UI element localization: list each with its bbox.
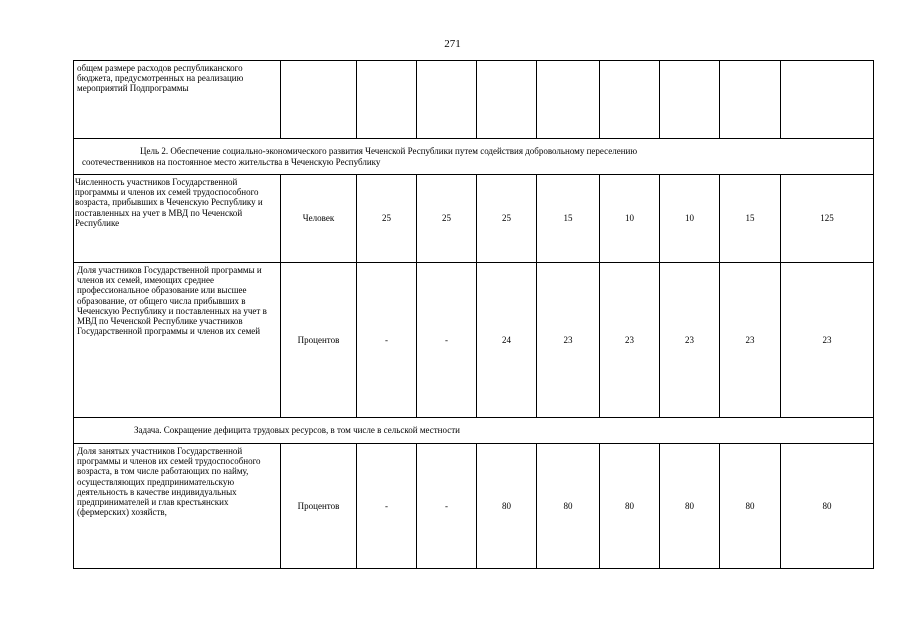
value-cell: 15 xyxy=(720,175,781,263)
indicator-description: Доля занятых участников Государственной программы и членов их семей трудоспособного возраста, в том числе работающих по найму, осуществляющих предпринимательскую деятельность в качестве индивидуальных предпринимателей и глав крестьянских (фермерских) хозяйств, xyxy=(74,444,281,569)
value-cell: - xyxy=(417,444,477,569)
value-cell: 10 xyxy=(600,175,660,263)
value-cell xyxy=(477,61,537,139)
value-cell: 80 xyxy=(537,444,600,569)
section-heading-line: Цель 2. Обеспечение социально-экономического развития Чеченской Республики путем содействия добровольному переселению xyxy=(140,146,638,157)
section-row xyxy=(74,418,874,444)
unit-cell: Процентов xyxy=(281,263,357,418)
value-cell: 25 xyxy=(477,175,537,263)
section-heading-line: Задача. Сокращение дефицита трудовых ресурсов, в том числе в сельской местности xyxy=(134,425,460,436)
value-cell xyxy=(660,61,720,139)
value-cell: 80 xyxy=(600,444,660,569)
page-number: 271 xyxy=(444,38,461,50)
indicator-description: общем размере расходов республиканского бюджета, предусмотренных на реализацию мероприятий Подпрограммы xyxy=(74,61,281,139)
value-cell: - xyxy=(357,444,417,569)
value-cell: 23 xyxy=(660,263,720,418)
value-cell xyxy=(720,61,781,139)
value-cell: 80 xyxy=(781,444,874,569)
value-cell: 23 xyxy=(720,263,781,418)
value-cell xyxy=(781,61,874,139)
value-cell xyxy=(600,61,660,139)
value-cell: 25 xyxy=(417,175,477,263)
unit-cell xyxy=(281,61,357,139)
value-cell: 24 xyxy=(477,263,537,418)
table-row xyxy=(74,263,874,418)
value-cell xyxy=(537,61,600,139)
table-row xyxy=(74,61,874,139)
value-cell: 15 xyxy=(537,175,600,263)
indicators-table xyxy=(73,60,874,569)
section-row xyxy=(74,139,874,175)
unit-cell: Человек xyxy=(281,175,357,263)
value-cell: - xyxy=(357,263,417,418)
section-heading-line: соотечественников на постоянное место жительства в Чеченскую Республику xyxy=(82,156,381,167)
value-cell: 25 xyxy=(357,175,417,263)
value-cell xyxy=(357,61,417,139)
value-cell: 23 xyxy=(537,263,600,418)
value-cell xyxy=(417,61,477,139)
value-cell: 80 xyxy=(477,444,537,569)
indicator-description: Численность участников Государственной программы и членов их семей трудоспособного возраста, прибывших в Чеченскую Республику и поставленных на учет в МВД по Чеченской Республике xyxy=(74,175,281,263)
value-cell: 80 xyxy=(660,444,720,569)
value-cell: 23 xyxy=(600,263,660,418)
section-heading xyxy=(74,418,874,444)
section-heading xyxy=(74,139,874,175)
value-cell: 23 xyxy=(781,263,874,418)
value-cell: 80 xyxy=(720,444,781,569)
indicator-description: Доля участников Государственной программы и членов их семей, имеющих среднее профессиональное образование или высшее образование, от общего числа прибывших в Чеченскую Республику и поставленных на учет в МВД по Чеченской Республике участников Государственной программы и членов их семей xyxy=(74,263,281,418)
value-cell: - xyxy=(417,263,477,418)
value-cell: 125 xyxy=(781,175,874,263)
value-cell: 10 xyxy=(660,175,720,263)
unit-cell: Процентов xyxy=(281,444,357,569)
table-row xyxy=(74,175,874,263)
table-row xyxy=(74,444,874,569)
